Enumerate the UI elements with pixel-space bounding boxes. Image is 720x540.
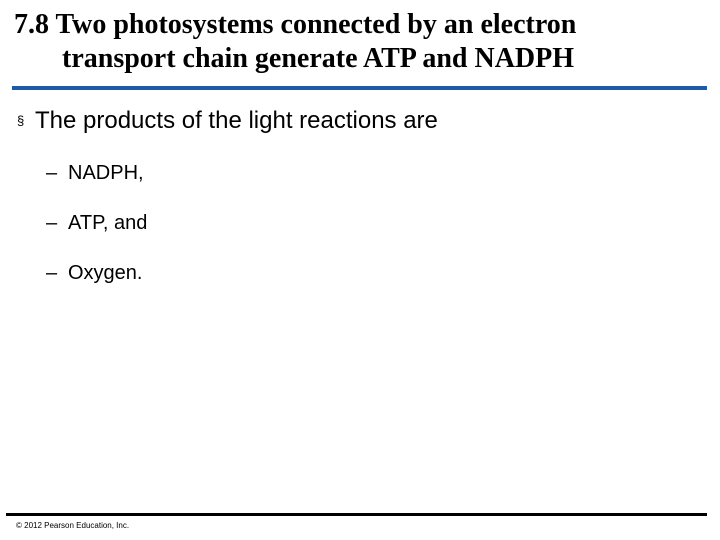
- main-bullet: [17, 105, 438, 137]
- title-divider: [12, 86, 707, 90]
- sub-bullet-text: ATP, and: [68, 212, 148, 234]
- sub-bullet-text: NADPH,: [68, 162, 144, 184]
- main-bullet-text: The products of the light reactions are: [35, 107, 438, 134]
- dash-icon: –: [46, 262, 58, 284]
- copyright-notice: © 2012 Pearson Education, Inc.: [16, 521, 130, 530]
- dash-icon: –: [46, 212, 58, 234]
- slide-title: [14, 8, 704, 76]
- slide-title-line-1: 7.8 Two photosystems connected by an electron: [14, 9, 577, 40]
- sub-bullet-list: [46, 158, 147, 308]
- dash-icon: –: [46, 162, 58, 184]
- bullet-marker-icon: §: [17, 113, 25, 128]
- sub-bullet-atp: [46, 208, 147, 238]
- sub-bullet-text: Oxygen.: [68, 262, 143, 284]
- sub-bullet-oxygen: [46, 258, 147, 288]
- slide-title-line-2: transport chain generate ATP and NADPH: [62, 43, 575, 74]
- sub-bullet-nadph: [46, 158, 147, 188]
- footer-divider: [6, 513, 707, 516]
